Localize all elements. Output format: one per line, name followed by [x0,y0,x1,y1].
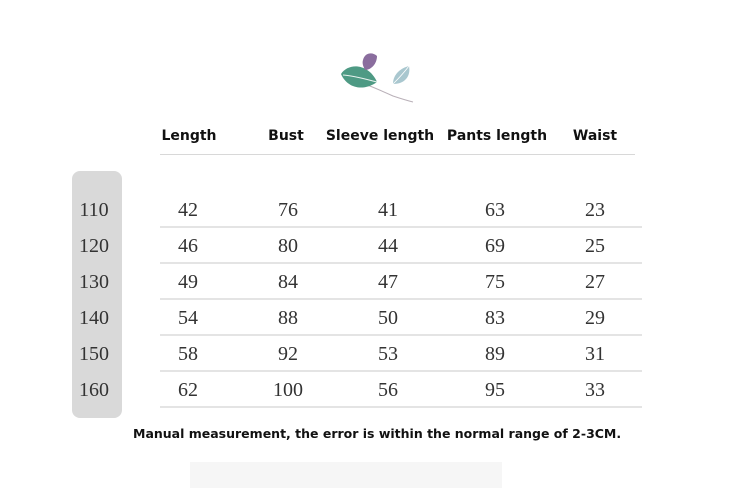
cell-length: 62 [178,379,198,401]
header-divider [160,154,635,155]
size-label: 130 [79,271,109,293]
cell-sleeve-length: 44 [378,235,398,257]
cell-length: 58 [178,343,198,365]
header-sleeve-length: Sleeve length [325,128,435,144]
leaves-icon [335,50,425,106]
cell-waist: 33 [585,379,605,401]
size-column [68,192,120,408]
cell-length: 42 [178,199,198,221]
measurement-note: Manual measurement, the error is within the normal range of 2-3CM. [133,426,622,441]
cell-length: 46 [178,235,198,257]
cell-sleeve-length: 50 [378,307,398,329]
cell-sleeve-length: 56 [378,379,398,401]
cell-pants-length: 95 [485,379,505,401]
cell-pants-length: 89 [485,343,505,365]
header-bust: Bust [268,128,304,144]
cell-pants-length: 83 [485,307,505,329]
cell-waist: 31 [585,343,605,365]
table-header [0,128,750,150]
cell-length: 54 [178,307,198,329]
cell-waist: 23 [585,199,605,221]
bottom-shade [190,462,502,488]
table-row [160,192,642,228]
cell-bust: 92 [278,343,298,365]
cell-bust: 80 [278,235,298,257]
cell-length: 49 [178,271,198,293]
size-label: 140 [79,307,109,329]
table-row [160,336,642,372]
table-row [160,228,642,264]
cell-waist: 29 [585,307,605,329]
cell-bust: 76 [278,199,298,221]
measurement-table [160,192,642,408]
cell-pants-length: 63 [485,199,505,221]
cell-sleeve-length: 53 [378,343,398,365]
table-row [160,300,642,336]
size-label: 110 [79,199,109,221]
cell-pants-length: 69 [485,235,505,257]
table-row [160,264,642,300]
cell-waist: 27 [585,271,605,293]
cell-bust: 84 [278,271,298,293]
size-label: 150 [79,343,109,365]
cell-pants-length: 75 [485,271,505,293]
size-label: 120 [79,235,109,257]
header-waist: Waist [572,128,618,144]
size-label: 160 [79,379,109,401]
header-pants-length: Pants length [446,128,548,144]
table-row [160,372,642,408]
cell-bust: 88 [278,307,298,329]
cell-sleeve-length: 47 [378,271,398,293]
cell-sleeve-length: 41 [378,199,398,221]
cell-bust: 100 [273,379,303,401]
cell-waist: 25 [585,235,605,257]
header-length: Length [161,128,217,144]
